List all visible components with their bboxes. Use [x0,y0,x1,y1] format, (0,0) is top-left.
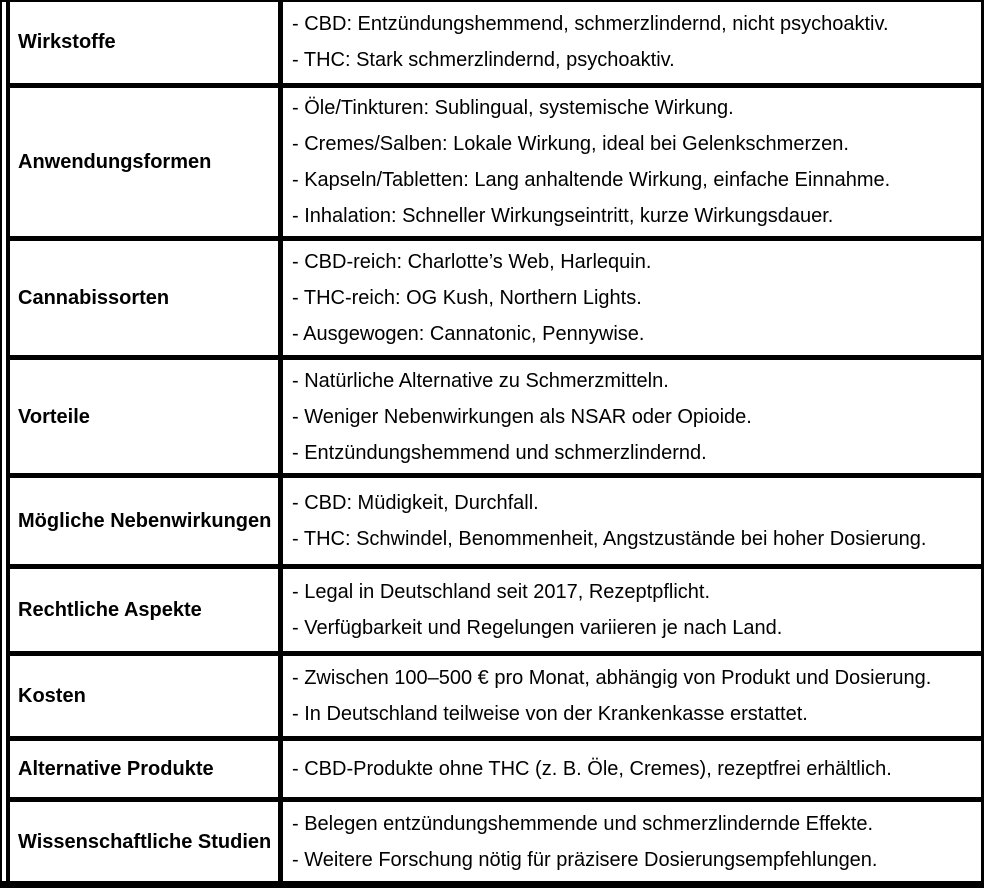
row-content-cell [283,88,981,236]
bullet-line: - Legal in Deutschland seit 2017, Rezeptpflicht. [292,581,711,604]
table-row [10,241,981,360]
bullet-line: - CBD: Entzündungshemmend, schmerzlindernd, nicht psychoaktiv. [292,13,889,36]
row-label: Alternative Produkte [18,758,214,781]
bullet-line: - Verfügbarkeit und Regelungen variieren je nach Land. [292,617,783,640]
row-content-cell [283,478,981,564]
bullet-line: - In Deutschland teilweise von der Krankenkasse erstattet. [292,703,808,726]
table-body [6,2,981,881]
bullet-line: - CBD-Produkte ohne THC (z. B. Öle, Cremes), rezeptfrei erhältlich. [292,758,892,781]
row-content-cell [283,241,981,355]
table-row [10,360,981,479]
row-content-cell [283,360,981,474]
row-label: Rechtliche Aspekte [18,599,202,622]
row-label: Anwendungsformen [18,150,212,173]
bullet-line: - Ausgewogen: Cannatonic, Pennywise. [292,322,645,345]
row-header-cell [10,241,283,355]
row-header-cell [10,2,283,83]
table-row [10,656,981,741]
bullet-line: - Zwischen 100–500 € pro Monat, abhängig von Produkt und Dosierung. [292,667,932,690]
row-header-cell [10,88,283,236]
table-row [10,802,981,881]
bullet-line: - Inhalation: Schneller Wirkungseintritt, kurze Wirkungsdauer. [292,204,834,227]
row-header-cell [10,478,283,564]
row-content-cell [283,2,981,83]
row-content-cell [283,656,981,736]
bullet-line: - THC: Stark schmerzlindernd, psychoaktiv. [292,49,675,72]
table-row [10,88,981,241]
table-row [10,2,981,88]
bullet-line: - Öle/Tinkturen: Sublingual, systemische Wirkung. [292,96,734,119]
row-header-cell [10,569,283,651]
table-row [10,478,981,569]
row-header-cell [10,741,283,797]
bullet-line: - CBD: Müdigkeit, Durchfall. [292,492,539,515]
bullet-line: - THC: Schwindel, Benommenheit, Angstzustände bei hoher Dosierung. [292,528,927,551]
row-header-cell [10,656,283,736]
row-header-cell [10,360,283,474]
bullet-line: - Kapseln/Tabletten: Lang anhaltende Wirkung, einfache Einnahme. [292,168,891,191]
row-content-cell [283,802,981,881]
row-header-cell [10,802,283,881]
bullet-line: - Cremes/Salben: Lokale Wirkung, ideal bei Gelenkschmerzen. [292,132,849,155]
bullet-line: - Entzündungshemmend und schmerzlindernd. [292,441,707,464]
row-content-cell [283,569,981,651]
table-row [10,569,981,656]
bullet-line: - Belegen entzündungshemmende und schmerzlindernde Effekte. [292,812,874,835]
row-label: Wissenschaftliche Studien [18,830,272,853]
table-row [10,741,981,802]
row-label: Mögliche Nebenwirkungen [18,510,272,533]
row-label: Vorteile [18,405,90,428]
row-content-cell [283,741,981,797]
bullet-line: - Weniger Nebenwirkungen als NSAR oder Opioide. [292,405,752,428]
bullet-line: - CBD-reich: Charlotte’s Web, Harlequin. [292,250,652,273]
row-label: Kosten [18,685,86,708]
row-label: Wirkstoffe [18,31,116,54]
bullet-line: - Weitere Forschung nötig für präzisere Dosierungsempfehlungen. [292,848,878,871]
bullet-line: - Natürliche Alternative zu Schmerzmitteln. [292,369,669,392]
row-label: Cannabissorten [18,286,170,309]
bullet-line: - THC-reich: OG Kush, Northern Lights. [292,286,642,309]
